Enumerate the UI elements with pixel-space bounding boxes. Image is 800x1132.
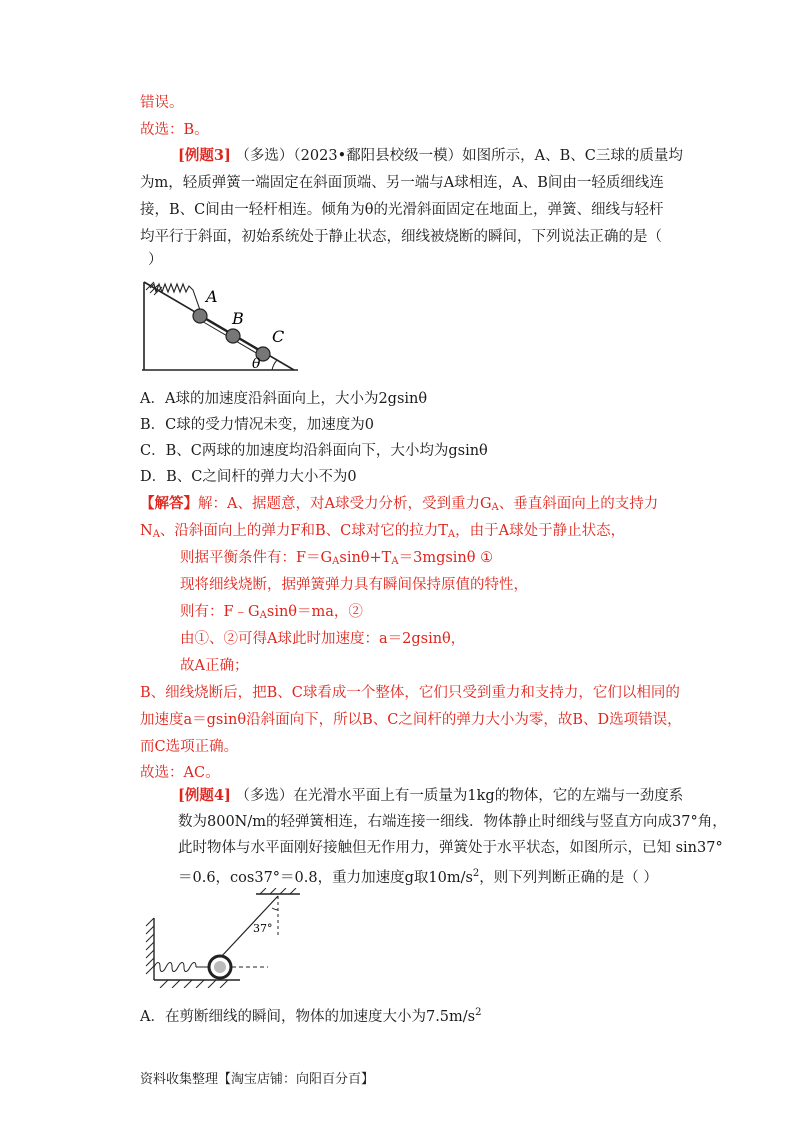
- answer-line-1: 【解答】解：A、据题意，对A球受力分析，受到重力$G_A$、垂直斜面向上的支持力: [140, 495, 659, 513]
- ball-b: [226, 329, 240, 343]
- example-4-line-4: ＝0.6，cos37°＝0.8，重力加速度g取$10m/s^2$，则下列判断正确的是（ ）: [178, 868, 658, 886]
- ball-a: [193, 309, 207, 323]
- answer-line-2: $N_A$、沿斜面向上的弹力F和B、C球对它的拉力$T_A$，由于A球处于静止状态，: [140, 523, 626, 540]
- example-3-line-3: 接，B、C间由一轻杆相连。倾角为θ的光滑斜面固定在地面上，弹簧、细线与轻杆: [140, 202, 664, 218]
- answer-line-10: 而C选项正确。: [140, 739, 239, 755]
- answer-line-8: B、细线烧断后，把B、C球看成一个整体，它们只受到重力和支持力，它们以相同的: [140, 685, 680, 701]
- label-theta: θ: [252, 356, 261, 372]
- prev-answer-line: 故选：B。: [140, 122, 209, 138]
- incline-figure: [140, 280, 300, 380]
- answer-line-9: 加速度a＝gsinθ沿斜面向下，所以B、C之间杆的弹力大小为零，故B、D选项错误，: [140, 712, 682, 728]
- prev-line-1: 错误。: [140, 95, 184, 111]
- spring-ball-figure: [140, 888, 310, 988]
- answer-tag: 【解答】: [140, 495, 198, 512]
- label-a: A: [206, 287, 218, 306]
- option-a: A．A球的加速度沿斜面向上，大小为2gsinθ: [140, 391, 428, 407]
- option-d: D．B、C之间杆的弹力大小不为0: [140, 469, 357, 485]
- example-4-line-1: [例题4] （多选）在光滑水平面上有一质量为1kg的物体，它的左端与一劲度系: [178, 787, 684, 804]
- example-4-line-3: 此时物体与水平面刚好接触但无作用力，弹簧处于水平状态，如图所示，已知 sin37°: [178, 840, 723, 856]
- option-c: C．B、C两球的加速度均沿斜面向下，大小均为gsinθ: [140, 443, 488, 459]
- label-b: B: [232, 309, 244, 328]
- answer-line-6: 由①、②可得A球此时加速度：a＝2gsinθ，: [180, 631, 466, 647]
- label-c: C: [272, 327, 285, 346]
- example-3-text-1: （多选）（2023•鄱阳县校级一模）如图所示，A、B、C三球的质量均: [235, 148, 683, 164]
- answer-line-4: 现将细线烧断，据弹簧弹力具有瞬间保持原值的特性，: [180, 577, 528, 593]
- example-3-line-2: 为m，轻质弹簧一端固定在斜面顶端、另一端与A球相连，A、B间由一轻质细线连: [140, 175, 664, 191]
- example-3-line-4: 均平行于斜面，初始系统处于静止状态，细线被烧断的瞬间，下列说法正确的是（: [140, 229, 662, 245]
- answer-line-5: 则有：$F﹣G_A\sin\theta=ma$，②: [180, 604, 363, 621]
- example-4-option-a: A．在剪断细线的瞬间，物体的加速度大小为$7.5m/s^2$: [140, 1007, 482, 1025]
- example-3-line-5: ）: [148, 252, 163, 268]
- option-b: B．C球的受力情况未变，加速度为0: [140, 417, 374, 433]
- example-3-line-1: [178, 146, 683, 166]
- angle-label: 37°: [253, 922, 273, 935]
- example-4-line-2: 数为800N/m的轻弹簧相连，右端连接一细线．物体静止时细线与竖直方向成37°角，: [178, 814, 727, 830]
- example-4-tag: [例题4]: [178, 787, 231, 804]
- example-3-tag: [例题3]: [178, 147, 231, 164]
- footer-note: 资料收集整理【淘宝店铺：向阳百分百】: [140, 1072, 375, 1087]
- answer-line-7: 故A正确；: [180, 658, 249, 674]
- answer-line-3: 则据平衡条件有：$F=G_A\sin\theta+T_A=3mgsin\theta$ ①: [180, 550, 494, 567]
- answer-final: 故选：AC。: [140, 765, 220, 781]
